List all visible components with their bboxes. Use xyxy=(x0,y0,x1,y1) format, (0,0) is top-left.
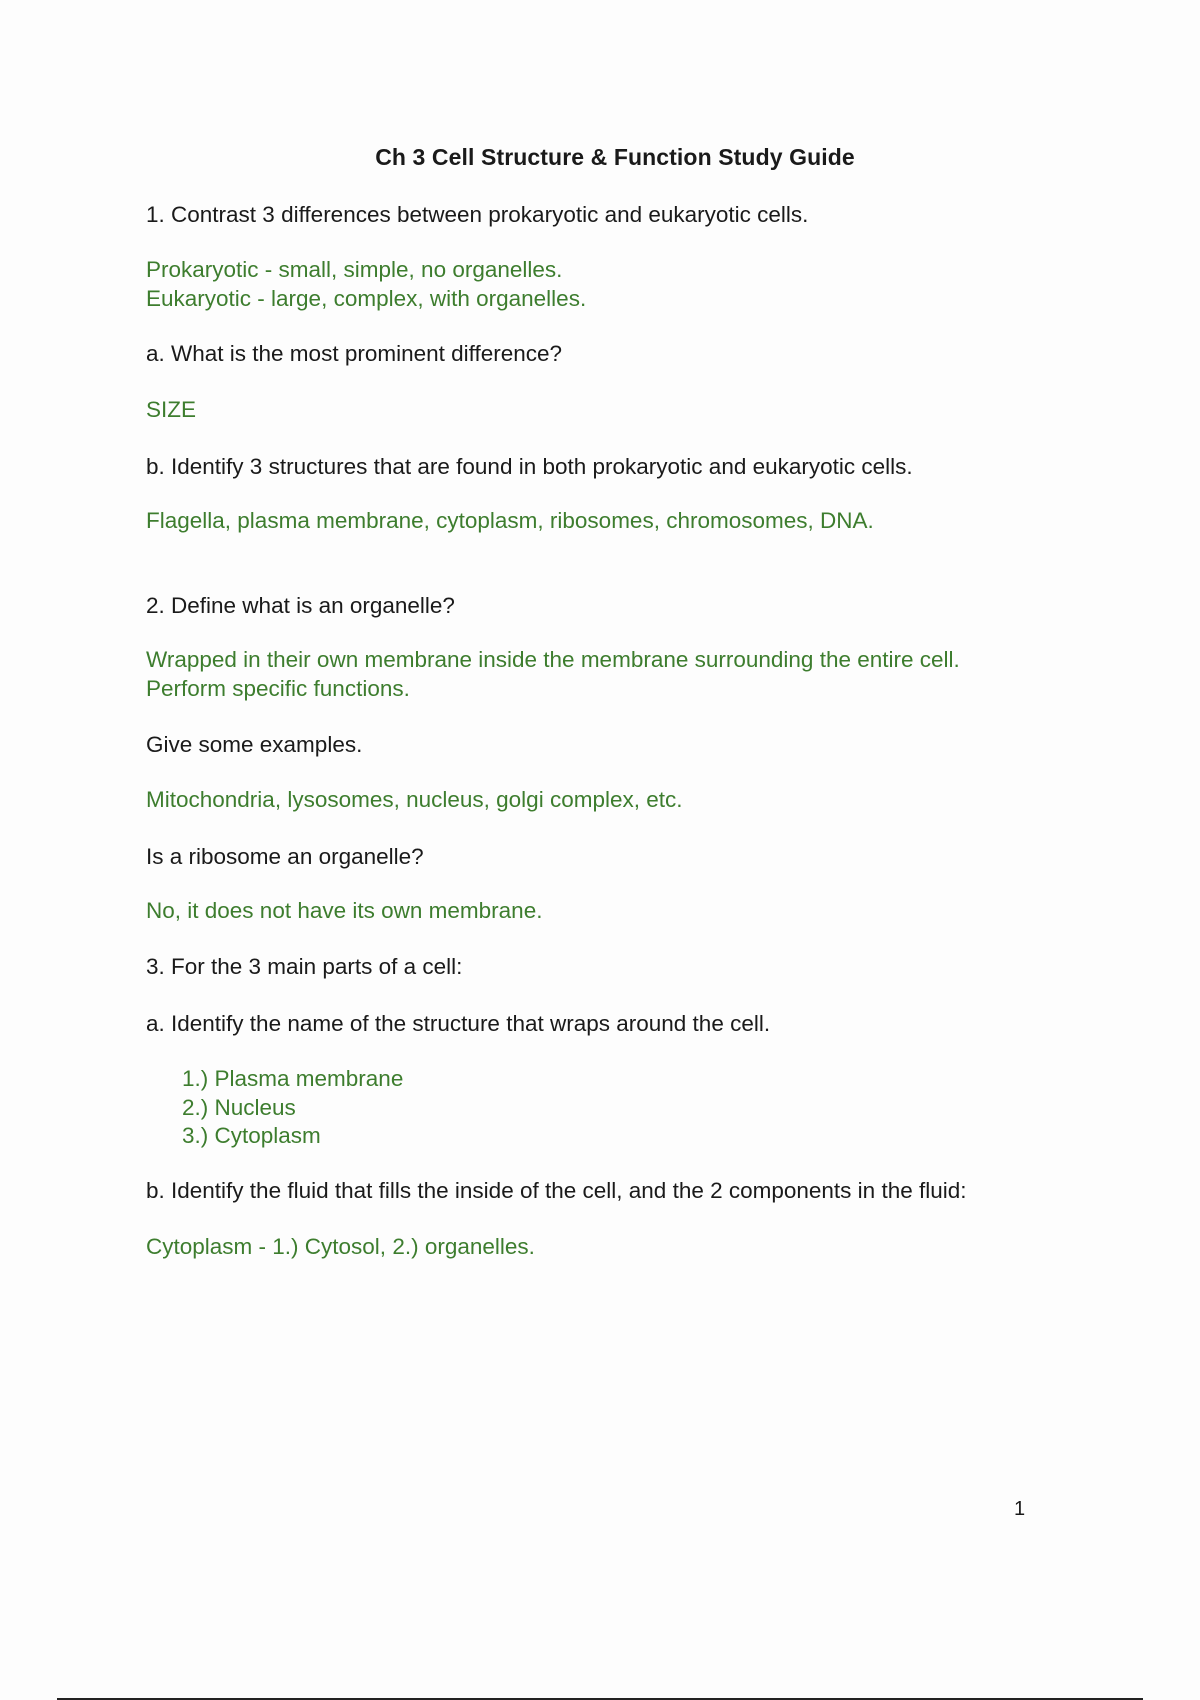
question-1: 1. Contrast 3 differences between prokaryotic and eukaryotic cells. xyxy=(146,202,809,227)
answer-2b: Mitochondria, lysosomes, nucleus, golgi complex, etc. xyxy=(146,787,683,812)
answer-3a-item-2: 2.) Nucleus xyxy=(182,1095,296,1120)
question-1b: b. Identify 3 structures that are found in both prokaryotic and eukaryotic cells. xyxy=(146,454,913,479)
page-title: Ch 3 Cell Structure & Function Study Guide xyxy=(375,144,855,170)
answer-1b: Flagella, plasma membrane, cytoplasm, ribosomes, chromosomes, DNA. xyxy=(146,508,874,533)
question-2b: Give some examples. xyxy=(146,732,363,757)
question-3: 3. For the 3 main parts of a cell: xyxy=(146,954,463,979)
question-1a: a. What is the most prominent difference? xyxy=(146,341,563,366)
answer-1a: SIZE xyxy=(146,397,197,422)
answer-2-line-2: Perform specific functions. xyxy=(146,676,410,701)
answer-1-line-2: Eukaryotic - large, complex, with organelles. xyxy=(146,286,587,311)
answer-2-line-1: Wrapped in their own membrane inside the membrane surrounding the entire cell. xyxy=(146,647,960,672)
page-number: 1 xyxy=(1014,1498,1026,1520)
answer-3a-item-3: 3.) Cytoplasm xyxy=(182,1123,321,1148)
question-3b: b. Identify the fluid that fills the inside of the cell, and the 2 components in the fluid: xyxy=(146,1178,967,1203)
answer-3b: Cytoplasm - 1.) Cytosol, 2.) organelles. xyxy=(146,1234,535,1259)
question-2c: Is a ribosome an organelle? xyxy=(146,844,424,869)
question-2: 2. Define what is an organelle? xyxy=(146,593,455,618)
question-3a: a. Identify the name of the structure that wraps around the cell. xyxy=(146,1011,771,1036)
answer-2c: No, it does not have its own membrane. xyxy=(146,898,543,923)
answer-3a-item-1: 1.) Plasma membrane xyxy=(182,1066,404,1091)
answer-1-line-1: Prokaryotic - small, simple, no organelles. xyxy=(146,257,563,282)
